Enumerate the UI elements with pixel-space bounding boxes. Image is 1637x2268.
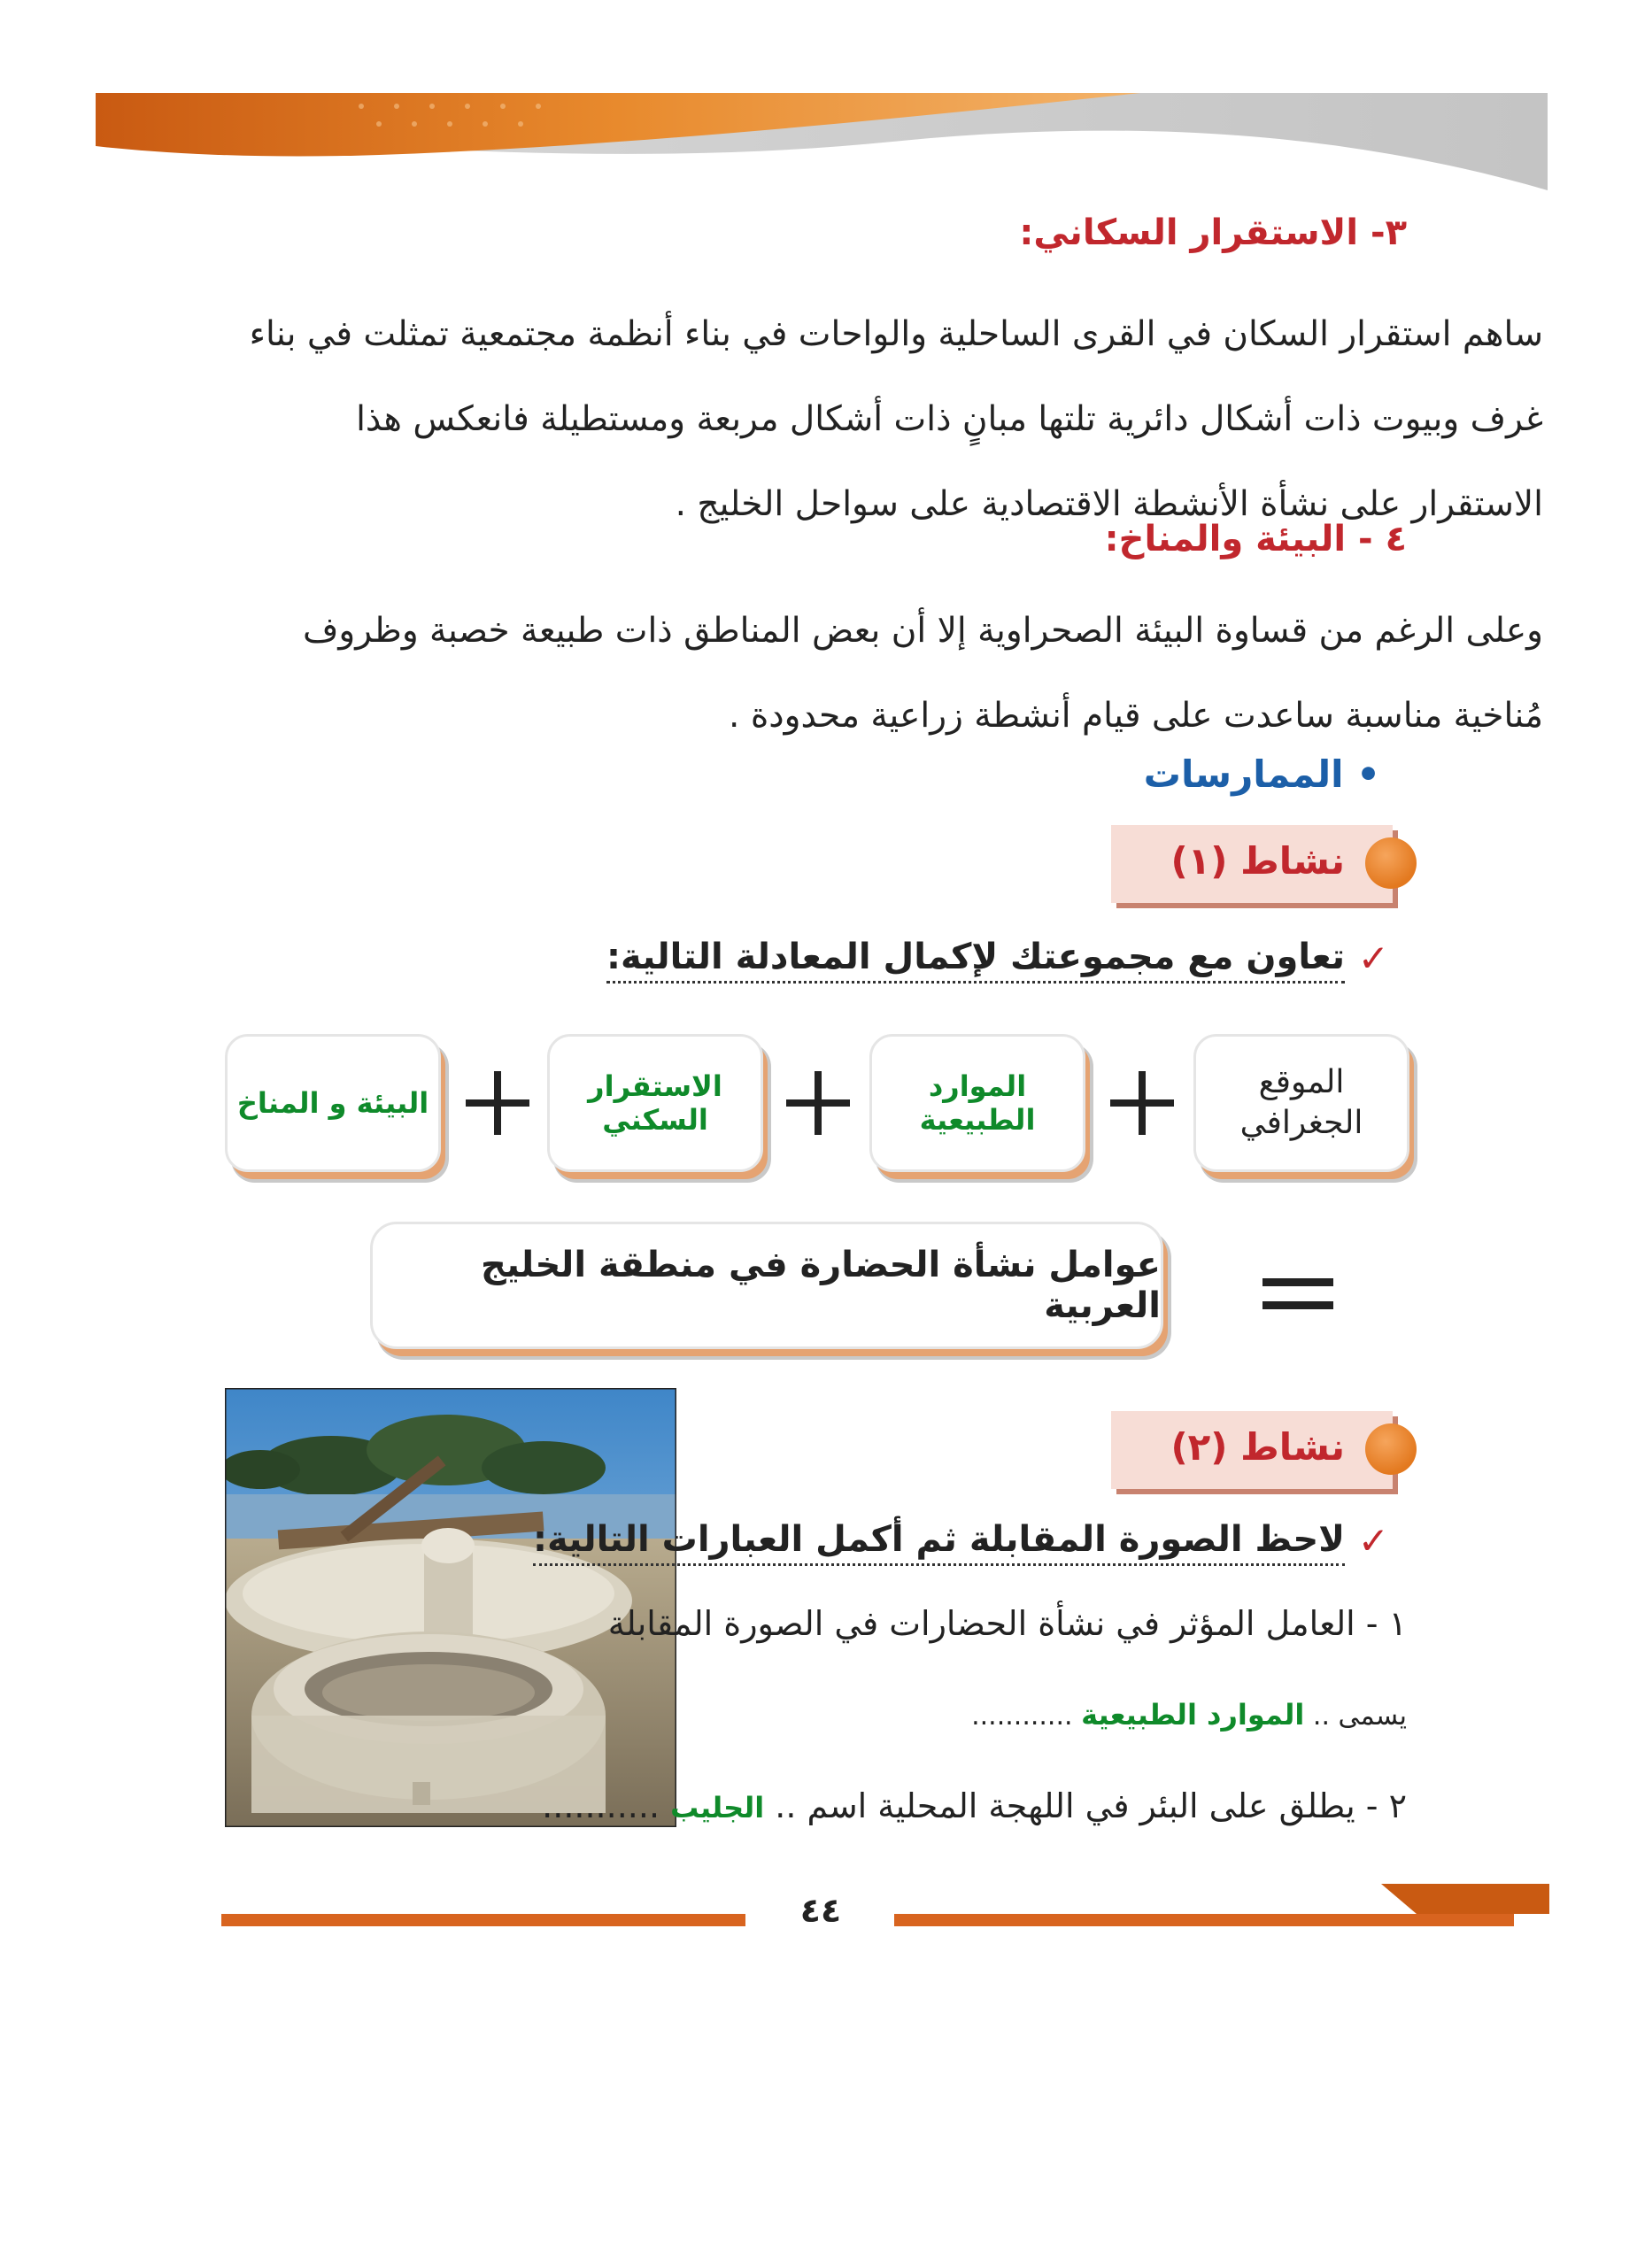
section3-line-2: غرف وبيوت ذات أشكال دائرية تلتها مبانٍ ذات أشكال مربعة ومستطيلة فانعكس هذا — [356, 399, 1543, 439]
section3-line-3: الاستقرار على نشأة الأنشطة الاقتصادية على سواحل الخليج . — [675, 484, 1543, 524]
footer-corner-tab — [1381, 1884, 1549, 1914]
environment-climate-answer: البيئة و المناخ — [236, 1086, 429, 1120]
question1-answer: الموارد الطبيعية — [1081, 1698, 1305, 1732]
activity2-check-icon: ✓ — [1357, 1519, 1389, 1562]
equation-box-geographic-location — [1193, 1034, 1409, 1172]
section4-line-2: مُناخية مناسبة ساعدت على قيام أنشطة زراعية محدودة . — [729, 696, 1543, 736]
settlement-answer: الاستقرار السكني — [588, 1069, 722, 1137]
equation-box-natural-resources[interactable] — [869, 1034, 1085, 1172]
activity1-dot-icon — [1365, 837, 1417, 889]
geo-location-line2: الجغرافي — [1239, 1105, 1363, 1141]
footer-bar-right — [894, 1914, 1514, 1926]
question1-dots: ............ — [971, 1701, 1073, 1732]
question2-line: ٢ - يطلق على البئر في اللهجة المحلية اسم .. الجليب ........... — [542, 1786, 1407, 1825]
plus-icon — [786, 1071, 850, 1135]
equation-box-settlement[interactable] — [547, 1034, 763, 1172]
question2-text: ٢ - يطلق على البئر في اللهجة المحلية اسم — [807, 1786, 1407, 1825]
section4-paragraph — [131, 589, 1543, 759]
section3-paragraph — [131, 292, 1543, 547]
question1-line2: يسمى .. الموارد الطبيعية ............ — [971, 1698, 1407, 1732]
plus-icon — [1110, 1071, 1174, 1135]
equals-icon — [1262, 1271, 1333, 1315]
question1-prefix: يسمى — [1338, 1701, 1407, 1732]
equation-box-environment-climate[interactable] — [225, 1034, 441, 1172]
activity2-label: نشاط (٢) — [1170, 1425, 1345, 1469]
practices-bullet: • — [1356, 752, 1380, 796]
section4-title: ٤ - البيئة والمناخ: — [1104, 519, 1407, 559]
practices-title: الممارسات — [1143, 752, 1344, 796]
footer-bar-left — [221, 1914, 745, 1926]
activity1-check-icon: ✓ — [1357, 937, 1389, 980]
activity1-label: نشاط (١) — [1170, 839, 1345, 883]
activity2-instruction: لاحظ الصورة المقابلة ثم أكمل العبارات التالية: — [533, 1519, 1345, 1566]
question2-answer: الجليب — [670, 1791, 765, 1824]
header-wave-banner — [96, 93, 1548, 199]
section3-line-1: ساهم استقرار السكان في القرى الساحلية والواحات في بناء أنظمة مجتمعية تمثلت في بناء — [249, 314, 1543, 354]
question2-dots: ........... — [542, 1786, 660, 1825]
activity1-instruction: تعاون مع مجموعتك لإكمال المعادلة التالية: — [606, 937, 1345, 984]
equation-result-text: عوامل نشأة الحضارة في منطقة الخليج العربية — [480, 1245, 1161, 1326]
question1-line1: ١ - العامل المؤثر في نشأة الحضارات في الصورة المقابلة — [607, 1604, 1407, 1643]
plus-icon — [466, 1071, 529, 1135]
geo-location-line1: الموقع — [1258, 1064, 1345, 1100]
page-number: ٤٤ — [799, 1891, 842, 1930]
section4-line-1: وعلى الرغم من قساوة البيئة الصحراوية إلا أن بعض المناطق ذات طبيعة خصبة وظروف — [303, 611, 1543, 651]
section3-title: ٣- الاستقرار السكاني: — [1019, 212, 1407, 253]
equation-result-box — [370, 1222, 1163, 1349]
natural-resources-answer: الموارد الطبيعية — [919, 1069, 1036, 1137]
activity2-dot-icon — [1365, 1423, 1417, 1475]
practices-heading — [1144, 752, 1380, 796]
